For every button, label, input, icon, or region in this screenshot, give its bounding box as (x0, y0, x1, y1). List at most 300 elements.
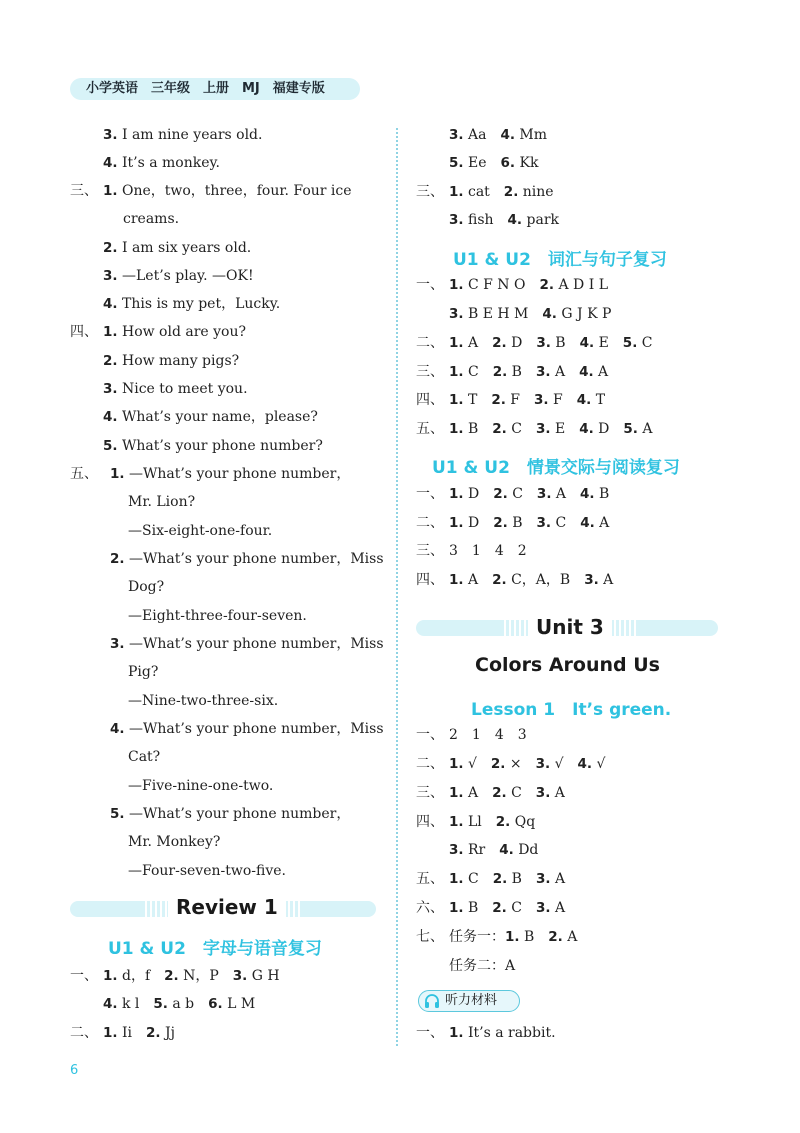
item-answer: —What’s your phone number， (124, 466, 351, 482)
item-answer: —Six-eight-one-four. (128, 523, 273, 539)
item-answer: 3 1 4 2 (449, 543, 527, 559)
item-answer: G J K P (556, 306, 612, 322)
item-number: 2. (103, 353, 118, 369)
answer-text (449, 275, 608, 295)
item-answer: D (463, 486, 494, 502)
headphones-icon (424, 993, 440, 1015)
item-answer: Pig? (128, 664, 159, 680)
item-answer: E (550, 421, 580, 437)
item-number: 1. (449, 486, 464, 502)
item-number: 4. (103, 155, 118, 171)
item-answer: C (637, 335, 653, 351)
item-number: 1. (103, 1025, 118, 1041)
listening-label: 听力材料 (445, 993, 498, 1008)
item-answer: C (507, 486, 537, 502)
item-answer: T (463, 392, 492, 408)
item-number: 3. (536, 335, 551, 351)
item-number: 1. (505, 929, 520, 945)
item-number: 3. (103, 127, 118, 143)
item-answer: C，A，B (506, 572, 585, 588)
item-number: 3. (232, 968, 248, 984)
item-number: 4. (110, 721, 125, 737)
item-number: 3. (449, 842, 464, 858)
item-answer: cat (463, 184, 504, 200)
item-answer: B (519, 929, 549, 945)
answer-text (103, 322, 246, 342)
question-marker: 三、 (416, 543, 444, 559)
answer-text (103, 994, 255, 1014)
item-number: 3. (449, 127, 464, 143)
item-number: 4. (499, 842, 514, 858)
item-answer: Aa (463, 127, 501, 143)
item-answer: —What’s your phone number，Miss (124, 636, 384, 652)
item-number: 1. (449, 900, 464, 916)
item-answer: Kk (515, 155, 539, 171)
unit-bar-stripes-right (614, 620, 636, 636)
answer-text (449, 125, 547, 145)
item-answer: Ee (463, 155, 501, 171)
answer-line (416, 898, 566, 918)
item-answer: A (463, 785, 493, 801)
reading-heading: U1 & U2 情景交际与阅读复习 (432, 458, 680, 478)
item-number: 2. (110, 551, 125, 567)
item-answer: What’s your phone number? (117, 438, 323, 454)
item-number: 3. (110, 636, 125, 652)
item-answer: nine (518, 184, 554, 200)
item-answer: How old are you? (117, 324, 247, 340)
item-answer: Qq (510, 814, 536, 830)
item-number: 2. (495, 814, 511, 830)
item-number: 3. (535, 421, 551, 437)
item-answer: A (550, 871, 566, 887)
item-answer: C (506, 900, 536, 916)
question-marker: 一、 (416, 486, 444, 502)
item-answer: —What’s your phone number，Miss (124, 551, 384, 567)
item-number: 2. (146, 1025, 161, 1041)
item-answer: Mr. Monkey? (128, 834, 221, 850)
item-answer: B (550, 335, 580, 351)
question-marker: 二、 (416, 335, 444, 351)
question-marker: 三、 (70, 183, 98, 199)
item-answer: A (598, 572, 614, 588)
item-number: 1. (449, 572, 464, 588)
answer-text (449, 513, 609, 533)
item-number: 2. (492, 364, 508, 380)
answer-text (110, 719, 384, 739)
item-answer: —Let’s play. —OK! (117, 268, 254, 284)
item-answer: It’s a rabbit. (463, 1025, 556, 1041)
item-answer: park (522, 212, 559, 228)
answer-text (128, 577, 164, 597)
answer-text (128, 832, 220, 852)
item-answer: A (594, 515, 610, 531)
header-banner: 小学英语 三年级 上册 MJ 福建专版 (70, 78, 360, 100)
item-number: 5. (153, 996, 168, 1012)
question-marker: 三、 (416, 184, 444, 200)
item-number: 1. (103, 183, 118, 199)
item-number: 4. (103, 296, 118, 312)
item-answer: A (593, 364, 609, 380)
answer-text (103, 407, 318, 427)
item-answer: C (463, 364, 493, 380)
item-answer: A (562, 929, 578, 945)
question-marker: 四、 (70, 324, 98, 340)
item-answer: √ (550, 756, 578, 772)
item-answer: √ (463, 756, 491, 772)
answer-line (70, 1023, 175, 1043)
item-number: 3. (584, 572, 599, 588)
item-number: 2. (492, 335, 507, 351)
item-answer: —Nine-two-three-six. (128, 693, 279, 709)
question-marker: 二、 (416, 756, 444, 772)
item-answer: 任务一： (449, 929, 505, 945)
answer-line (416, 927, 578, 947)
item-number: 2. (492, 785, 507, 801)
item-number: 1. (103, 324, 118, 340)
item-answer: —What’s your phone number，Miss (124, 721, 384, 737)
item-number: 3. (535, 756, 551, 772)
item-answer: Nice to meet you. (117, 381, 248, 397)
item-number: 3. (535, 871, 551, 887)
answer-line (416, 484, 610, 504)
item-answer: D (593, 421, 624, 437)
answer-text (123, 209, 179, 229)
item-number: 2. (503, 184, 519, 200)
item-answer: B (507, 515, 537, 531)
item-answer: I am nine years old. (117, 127, 263, 143)
answer-text (128, 691, 278, 711)
item-answer: C F N O (463, 277, 540, 293)
answer-text (128, 776, 273, 796)
answer-text (449, 210, 559, 230)
item-answer: C (506, 421, 536, 437)
item-number: 6. (500, 155, 516, 171)
answer-text (449, 927, 577, 947)
item-answer: Dd (513, 842, 539, 858)
vocab-heading: U1 & U2 词汇与句子复习 (453, 250, 667, 270)
item-answer: B (507, 871, 536, 887)
item-answer: A (550, 364, 580, 380)
item-number: 2. (548, 929, 563, 945)
column-divider (396, 128, 398, 1046)
item-answer: B (507, 364, 536, 380)
answer-text (110, 549, 384, 569)
answer-text (449, 956, 515, 976)
answer-text (103, 266, 254, 286)
answer-text (449, 541, 527, 561)
item-answer: A (463, 572, 493, 588)
item-answer: k l (117, 996, 154, 1012)
answer-line (416, 362, 609, 382)
answer-text (110, 804, 350, 824)
answer-text (449, 725, 527, 745)
item-answer: One，two，three，four. Four ice (117, 183, 352, 199)
item-number: 4. (507, 212, 523, 228)
item-answer: T (591, 392, 606, 408)
item-answer: × (505, 756, 536, 772)
item-number: 5. (103, 438, 118, 454)
item-answer: I am six years old. (117, 240, 252, 256)
item-number: 1. (449, 421, 464, 437)
answer-line (416, 812, 536, 832)
item-number: 3. (103, 268, 118, 284)
question-marker: 一、 (70, 968, 98, 984)
item-number: 4. (580, 515, 595, 531)
answer-text (103, 153, 220, 173)
answer-text (449, 153, 538, 173)
answer-text (128, 662, 158, 682)
item-answer: C (463, 871, 493, 887)
item-number: 1. (110, 466, 125, 482)
item-answer: Jj (160, 1025, 175, 1041)
question-marker: 五、 (416, 871, 444, 887)
answer-text (449, 570, 613, 590)
item-number: 3. (449, 306, 464, 322)
item-number: 6. (208, 996, 223, 1012)
item-number: 1. (449, 785, 464, 801)
item-answer: Cat? (128, 749, 161, 765)
answer-text (449, 362, 608, 382)
item-number: 2. (493, 486, 508, 502)
item-number: 2. (491, 392, 506, 408)
answer-text (128, 492, 195, 512)
item-number: 2. (492, 900, 507, 916)
item-number: 3. (103, 381, 118, 397)
item-answer: d，f (117, 968, 165, 984)
item-answer: —Eight-three-four-seven. (128, 608, 307, 624)
item-number: 1. (103, 968, 118, 984)
item-answer: G H (247, 968, 280, 984)
answer-text (103, 181, 352, 201)
item-number: 4. (579, 421, 594, 437)
answer-text (103, 379, 248, 399)
item-answer: fish (463, 212, 508, 228)
question-marker: 一、 (416, 1025, 444, 1041)
item-number: 3. (536, 515, 552, 531)
item-answer: C (506, 785, 536, 801)
item-number: 1. (449, 871, 464, 887)
item-number: 5. (110, 806, 125, 822)
item-answer: Ll (463, 814, 496, 830)
item-number: 2. (103, 240, 118, 256)
question-marker: 二、 (70, 1025, 98, 1041)
answer-text (128, 747, 160, 767)
question-marker: 二、 (416, 515, 444, 531)
item-number: 2. (539, 277, 555, 293)
item-number: 1. (449, 392, 464, 408)
item-answer: This is my pet，Lucky. (117, 296, 281, 312)
answer-text (449, 869, 565, 889)
question-marker: 三、 (416, 364, 444, 380)
item-number: 3. (449, 212, 464, 228)
item-number: 1. (449, 184, 464, 200)
answer-line (70, 966, 280, 986)
review-bar-stripes-left (145, 901, 167, 917)
item-answer: D (463, 515, 494, 531)
question-marker: 四、 (416, 572, 444, 588)
question-marker: 四、 (416, 392, 444, 408)
answer-line (416, 541, 527, 561)
item-number: 1. (449, 364, 464, 380)
answer-line (416, 754, 606, 774)
listening-label-pill (418, 990, 520, 1012)
item-answer: A (463, 335, 493, 351)
answer-text (128, 861, 286, 881)
item-answer: F (505, 392, 535, 408)
item-number: 4. (577, 756, 593, 772)
answer-line (416, 333, 653, 353)
item-answer: 任务二：A (449, 958, 516, 974)
question-marker: 五、 (70, 466, 98, 482)
answer-text (449, 333, 653, 353)
item-answer: A (637, 421, 653, 437)
answer-text (103, 125, 262, 145)
item-answer: C (551, 515, 581, 531)
question-marker: 四、 (416, 814, 444, 830)
item-number: 2. (490, 756, 506, 772)
item-answer: It’s a monkey. (117, 155, 221, 171)
answer-text (103, 351, 239, 371)
item-answer: a b (167, 996, 209, 1012)
item-answer: √ (592, 756, 606, 772)
answer-line (70, 181, 352, 201)
item-answer: B (594, 486, 610, 502)
answer-text (449, 812, 535, 832)
answer-line (416, 570, 614, 590)
question-marker: 七、 (416, 929, 444, 945)
unit-title: Unit 3 (528, 615, 612, 639)
item-number: 1. (449, 277, 464, 293)
answer-text (449, 484, 609, 504)
answer-text (449, 898, 565, 918)
item-answer: N，P (178, 968, 233, 984)
item-number: 3. (534, 392, 549, 408)
question-marker: 三、 (416, 785, 444, 801)
item-answer: B E H M (463, 306, 543, 322)
answer-text (449, 390, 605, 410)
item-number: 1. (449, 814, 464, 830)
item-number: 1. (449, 756, 464, 772)
answer-text (128, 521, 272, 541)
item-answer: D (506, 335, 537, 351)
item-answer: Rr (463, 842, 500, 858)
answer-line (416, 513, 610, 533)
answer-text (449, 419, 653, 439)
answer-text (103, 1023, 175, 1043)
item-number: 2. (492, 871, 508, 887)
question-marker: 六、 (416, 900, 444, 916)
item-answer: A D I L (554, 277, 608, 293)
item-number: 1. (449, 515, 464, 531)
answer-text (449, 182, 554, 202)
item-number: 1. (449, 1025, 464, 1041)
item-number: 4. (542, 306, 557, 322)
answer-line (416, 419, 653, 439)
answer-text (449, 783, 565, 803)
item-answer: L M (222, 996, 256, 1012)
question-marker: 一、 (416, 277, 444, 293)
answer-line (416, 869, 566, 889)
item-answer: Mr. Lion? (128, 494, 196, 510)
unit-subtitle: Colors Around Us (475, 654, 660, 676)
item-number: 5. (449, 155, 464, 171)
item-answer: —What’s your phone number， (124, 806, 351, 822)
item-answer: A (550, 785, 565, 801)
item-number: 1. (449, 335, 464, 351)
item-number: 4. (500, 127, 515, 143)
item-answer: How many pigs? (117, 353, 240, 369)
answer-line (416, 725, 527, 745)
item-number: 4. (580, 486, 595, 502)
item-number: 4. (579, 335, 595, 351)
item-answer: What’s your name，please? (117, 409, 318, 425)
page-number: 6 (70, 1063, 79, 1078)
item-answer: A (551, 486, 581, 502)
item-number: 4. (103, 409, 118, 425)
review-subheading: U1 & U2 字母与语音复习 (108, 939, 322, 959)
item-answer: —Five-nine-one-two. (128, 778, 274, 794)
lesson-heading: Lesson 1 It’s green. (471, 700, 672, 720)
item-number: 5. (622, 335, 638, 351)
item-number: 3. (535, 364, 551, 380)
item-number: 5. (623, 421, 638, 437)
answer-line (70, 464, 351, 484)
question-marker: 一、 (416, 727, 444, 743)
item-number: 4. (579, 364, 594, 380)
item-answer: 2 1 4 3 (449, 727, 527, 743)
answer-text (103, 294, 280, 314)
answer-text (110, 634, 384, 654)
item-number: 3. (536, 486, 552, 502)
item-number: 4. (576, 392, 592, 408)
item-answer: creams. (123, 211, 180, 227)
item-answer: F (548, 392, 577, 408)
answer-line (416, 390, 606, 410)
answer-line (70, 322, 247, 342)
item-answer: Dog? (128, 579, 165, 595)
answer-text (449, 304, 611, 324)
item-answer: B (463, 421, 493, 437)
answer-text (128, 606, 307, 626)
unit-bar-stripes-left (504, 620, 526, 636)
answer-text (103, 436, 323, 456)
answer-line (416, 783, 565, 803)
item-answer: A (550, 900, 566, 916)
item-number: 2. (492, 572, 507, 588)
answer-line (416, 275, 608, 295)
answer-text (110, 464, 350, 484)
question-marker: 五、 (416, 421, 444, 437)
item-answer: E (594, 335, 623, 351)
item-number: 2. (492, 421, 507, 437)
item-answer: B (463, 900, 493, 916)
answer-text (449, 840, 538, 860)
answer-line (416, 1023, 556, 1043)
answer-line (416, 182, 554, 202)
item-number: 2. (164, 968, 179, 984)
item-number: 4. (103, 996, 118, 1012)
answer-text (449, 754, 605, 774)
item-answer: Mm (514, 127, 548, 143)
item-number: 3. (535, 785, 551, 801)
answer-text (449, 1023, 556, 1043)
item-number: 3. (535, 900, 551, 916)
answer-text (103, 966, 280, 986)
item-answer: Ii (117, 1025, 146, 1041)
item-answer: —Four-seven-two-five. (128, 863, 286, 879)
item-number: 2. (493, 515, 508, 531)
review-title: Review 1 (168, 895, 286, 919)
